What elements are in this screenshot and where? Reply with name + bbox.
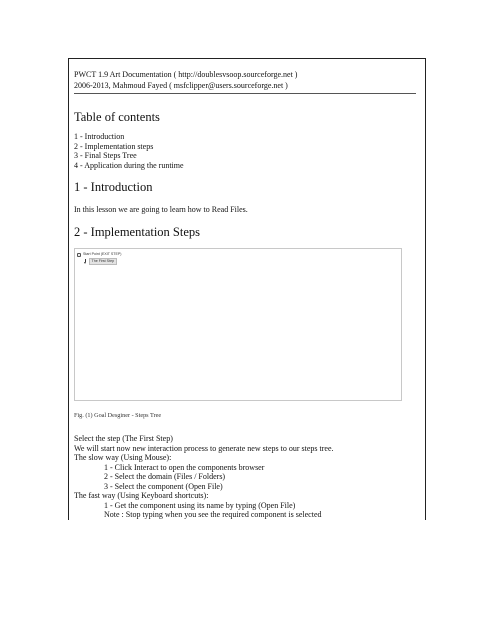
tree-child-node[interactable] (84, 258, 117, 265)
toc-item: 3 - Final Steps Tree (74, 151, 137, 161)
header-line-2: 2006-2013, Mahmoud Fayed ( msfclipper@users.sourceforge.net ) (74, 80, 288, 90)
toc-list (74, 132, 184, 170)
introduction-heading: 1 - Introduction (74, 180, 153, 194)
toc-heading: Table of contents (74, 110, 160, 124)
step-arrow-icon (84, 259, 87, 264)
implementation-heading: 2 - Implementation Steps (74, 225, 201, 239)
implementation-instructions (74, 434, 334, 520)
toc-item: 2 - Implementation steps (74, 141, 154, 151)
instruction-line: 1 - Click Interact to open the components browser (104, 462, 265, 472)
header-divider (74, 93, 416, 94)
toc-item: 4 - Application during the runtime (74, 160, 184, 170)
header-line-1: PWCT 1.9 Art Documentation ( http://doublesvsoop.sourceforge.net ) (74, 70, 298, 79)
introduction-text: In this lesson we are going to learn how to Read Files. (74, 205, 248, 214)
instruction-line: Note : Stop typing when you see the required component is selected (104, 510, 322, 519)
tree-root-label: Start Point (EXIT STEP) (83, 252, 122, 256)
instruction-line: We will start now new interaction process to generate new steps to our steps tree. (74, 443, 334, 453)
figure-caption: Fig. (1) Goal Desginer - Steps Tree (74, 412, 162, 419)
root-node-icon (77, 253, 81, 257)
instruction-line: Select the step (The First Step) (74, 434, 173, 443)
toc-item: 1 - Introduction (74, 132, 125, 141)
instruction-line: 1 - Get the component using its name by typing (Open File) (104, 500, 296, 510)
instruction-line: 2 - Select the domain (Files / Folders) (104, 472, 226, 481)
tree-root-node[interactable] (77, 252, 121, 257)
instruction-line: The fast way (Using Keyboard shortcuts): (74, 491, 209, 500)
instruction-line: 3 - Select the component (Open File) (104, 481, 223, 491)
steps-tree-figure (74, 248, 402, 401)
document-header (74, 70, 419, 91)
instruction-line: The slow way (Using Mouse): (74, 453, 172, 462)
tree-child-label: The First Step (89, 258, 117, 265)
